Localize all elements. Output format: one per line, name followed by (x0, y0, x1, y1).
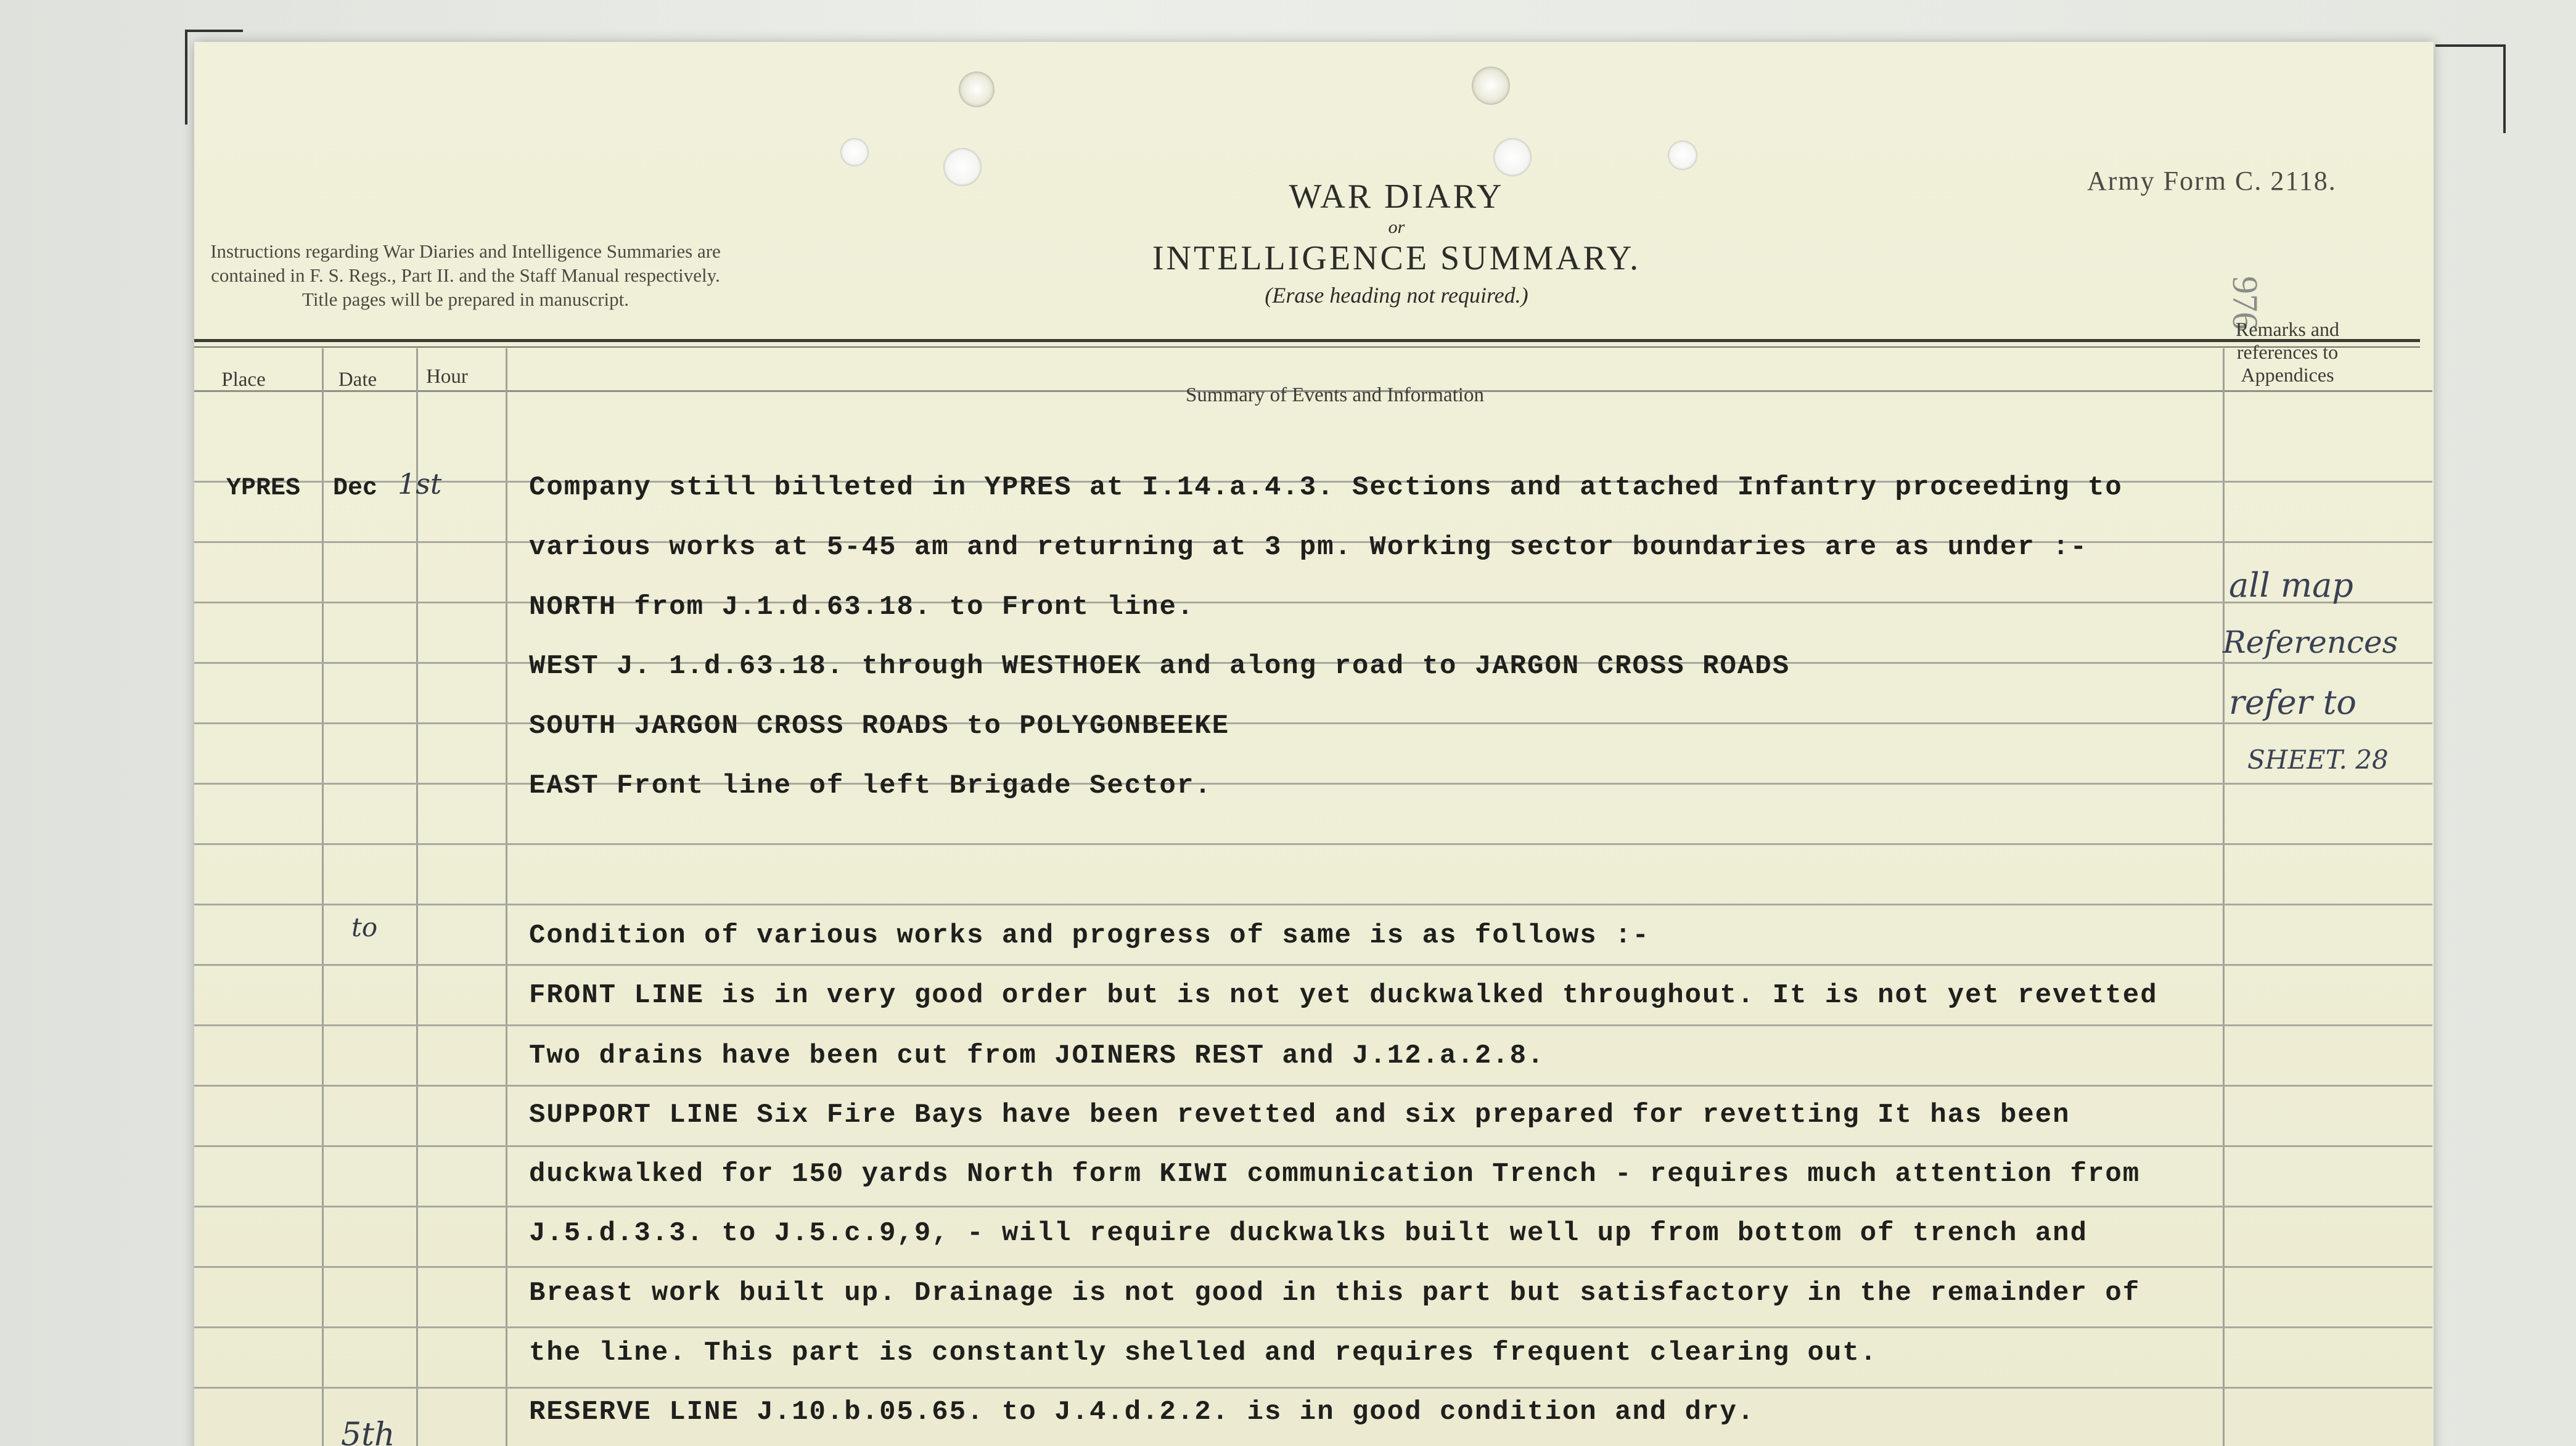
entry-date-to-handwritten: to (351, 912, 378, 942)
column-divider (416, 348, 418, 1446)
ruled-line (194, 1024, 2432, 1026)
column-divider (322, 348, 324, 1446)
ruled-line (194, 1326, 2432, 1328)
summary-line: various works at 5-45 am and returning at 3 pm. Working sector boundaries are as under :- (529, 532, 2088, 563)
punch-hole (1493, 138, 1532, 176)
army-form-number: Army Form C. 2118. (2087, 166, 2337, 196)
ruled-line (194, 904, 2432, 905)
entry-date-day-handwritten: 1st (398, 467, 442, 500)
column-header-summary: Summary of Events and Information (1186, 384, 1484, 406)
summary-line: Breast work built up. Drainage is not good in this part but satisfactory in the remainder of (529, 1278, 2141, 1309)
summary-line: EAST Front line of left Brigade Sector. (529, 770, 1212, 801)
title-war-diary: WAR DIARY (1289, 178, 1504, 216)
column-header-place: Place (221, 369, 266, 391)
column-divider (506, 348, 507, 1446)
form-title (1088, 176, 1705, 309)
title-erase-note: (Erase heading not required.) (1265, 283, 1528, 308)
column-header-hour: Hour (426, 366, 468, 388)
binder-clip-right (2435, 44, 2506, 133)
remarks-line: References (2223, 624, 2398, 660)
column-header-date: Date (338, 369, 377, 391)
column-divider (2223, 348, 2225, 1446)
summary-line: the line. This part is constantly shelled and requires frequent clearing out. (529, 1338, 1878, 1368)
ruled-line (194, 1387, 2432, 1389)
remarks-line: SHEET. 28 (2247, 745, 2389, 775)
punch-hole (943, 148, 982, 186)
summary-line: FRONT LINE is in very good order but is not yet duckwalked throughout. It is not yet revetted (529, 980, 2158, 1011)
summary-line: SOUTH JARGON CROSS ROADS to POLYGONBEEKE (529, 711, 1230, 741)
ruled-line (194, 964, 2432, 966)
summary-line: NORTH from J.1.d.63.18. to Front line. (529, 592, 1195, 623)
ruled-line (194, 1206, 2432, 1207)
summary-line: J.5.d.3.3. to J.5.c.9,9, - will require duckwalks built well up from bottom of trench and (529, 1218, 2088, 1249)
title-intelligence-summary: INTELLIGENCE SUMMARY. (1152, 239, 1641, 277)
summary-line: duckwalked for 150 yards North form KIWI communication Trench - requires much attention from (529, 1159, 2141, 1190)
column-header-remarks: Remarks and references to Appendices (2236, 318, 2339, 386)
ruled-line (194, 1145, 2432, 1147)
war-diary-page (194, 42, 2434, 1446)
ruled-line (194, 843, 2432, 845)
remarks-line: refer to (2229, 683, 2357, 722)
title-or: or (1388, 217, 1405, 237)
punch-hole (840, 138, 869, 166)
remarks-line: all map (2229, 566, 2353, 605)
folio-stamp-number: 976 (2225, 276, 2265, 330)
summary-line: Condition of various works and progress of same is as follows :- (529, 920, 1650, 951)
entry-place: YPRES (226, 475, 301, 502)
summary-line: Two drains have been cut from JOINERS REST and J.12.a.2.8. (529, 1040, 1545, 1071)
entry-date-end-handwritten: 5th (341, 1416, 395, 1446)
ruled-line (194, 1085, 2432, 1087)
punch-hole (1668, 141, 1697, 170)
summary-line: Company still billeted in YPRES at I.14.a.4.3. Sections and attached Infantry proceeding to (529, 472, 2123, 503)
header-rule (194, 339, 2420, 342)
summary-line: WEST J. 1.d.63.18. through WESTHOEK and along road to JARGON CROSS ROADS (529, 651, 1790, 682)
summary-line: SUPPORT LINE Six Fire Bays have been revetted and six prepared for revetting It has been (529, 1100, 2070, 1130)
ruled-line (194, 1266, 2432, 1268)
punch-hole (1472, 67, 1510, 105)
summary-line: RESERVE LINE J.10.b.05.65. to J.4.d.2.2. is in good condition and dry. (529, 1397, 1755, 1428)
header-rule (194, 346, 2420, 348)
instructions-note: Instructions regarding War Diaries and Intelligence Summaries are contained in F. S. Regs., Part II. and the Staff Manual respectively. Title pages will be prepared in manuscript. (210, 240, 721, 310)
punch-hole (959, 71, 995, 107)
entry-date-month: Dec (333, 475, 378, 502)
